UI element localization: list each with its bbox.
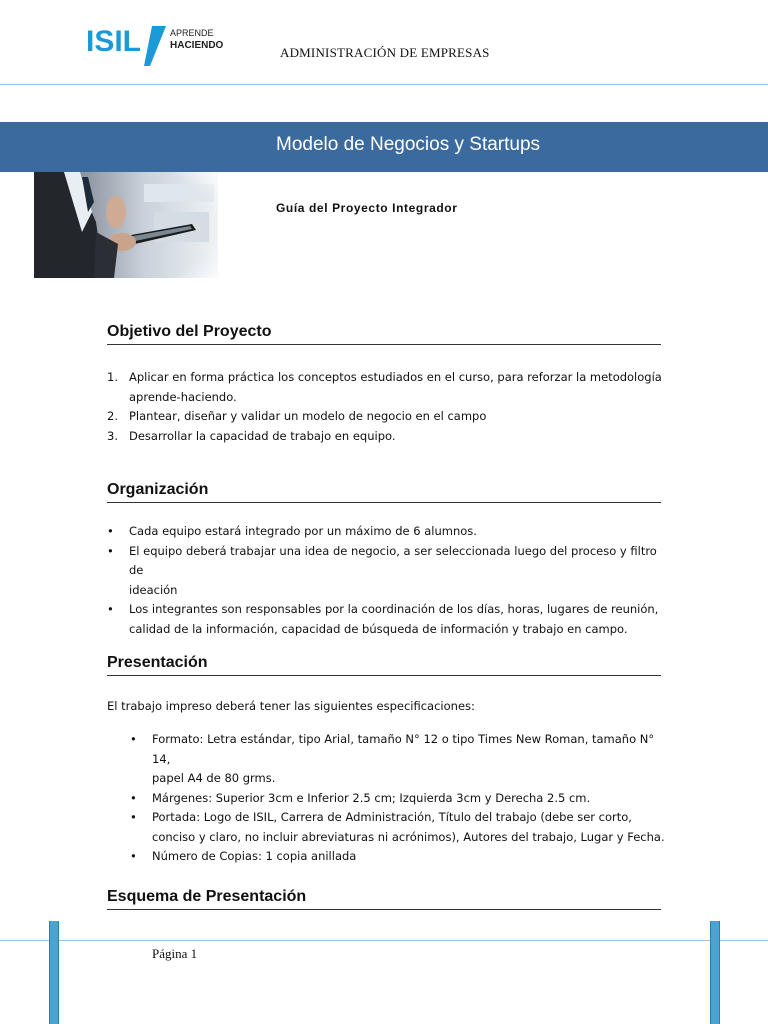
list-item bbox=[107, 600, 667, 639]
bullet-icon: • bbox=[130, 790, 137, 805]
presentacion-list bbox=[130, 730, 670, 867]
list-item bbox=[130, 808, 670, 847]
item-text-line: Márgenes: Superior 3cm e Inferior 2.5 cm; Izquierda 3cm y Derecha 2.5 cm. bbox=[152, 790, 591, 805]
list-item bbox=[130, 847, 670, 867]
item-text-line: ideación bbox=[129, 582, 178, 597]
section-heading-organizacion: Organización bbox=[107, 481, 661, 503]
item-text-line: Número de Copias: 1 copia anillada bbox=[152, 849, 357, 863]
bullet-icon: • bbox=[130, 810, 137, 824]
item-text-line: Formato: Letra estándar, tipo Arial, tamaño N° 12 o tipo Times New Roman, tamaño N° 14, bbox=[152, 732, 655, 766]
bullet-icon: • bbox=[130, 849, 137, 863]
list-item bbox=[107, 522, 667, 542]
footer-divider bbox=[0, 940, 768, 941]
section-heading-esquema: Esquema de Presentación bbox=[107, 888, 661, 910]
item-text-line: Plantear, diseñar y validar un modelo de negocio en el campo bbox=[129, 409, 487, 423]
objetivo-list bbox=[107, 368, 667, 446]
bullet-icon: • bbox=[130, 732, 137, 746]
list-item bbox=[107, 368, 667, 407]
item-text-line: Portada: Logo de ISIL, Carrera de Administración, Título del trabajo (debe ser corto, bbox=[152, 810, 632, 824]
item-text-line: El equipo deberá trabajar una idea de negocio, a ser seleccionada luego del proceso y filtro de bbox=[129, 543, 657, 577]
logo-tagline-2: HACIENDO bbox=[170, 40, 224, 51]
isil-logo bbox=[86, 18, 226, 70]
item-text-line: Los integrantes son responsables por la coordinación de los días, horas, lugares de reunión, bbox=[129, 602, 659, 616]
course-title: Modelo de Negocios y Startups bbox=[276, 134, 541, 155]
item-text-line: conciso y claro, no incluir abreviaturas ni acrónimos), Autores del trabajo, Lugar y Fecha. bbox=[152, 829, 665, 844]
page-number: Página 1 bbox=[152, 946, 198, 961]
logo-text: ISIL bbox=[86, 25, 142, 58]
item-text-line: Desarrollar la capacidad de trabajo en equipo. bbox=[129, 428, 396, 443]
list-item bbox=[107, 427, 667, 447]
list-item bbox=[107, 407, 667, 427]
header-divider bbox=[0, 84, 768, 85]
bullet-icon: • bbox=[107, 543, 114, 558]
document-subtitle: Guía del Proyecto Integrador bbox=[276, 201, 458, 215]
bullet-icon: • bbox=[107, 602, 114, 616]
item-text-line: papel A4 de 80 grms. bbox=[152, 771, 276, 785]
section-heading-objetivo: Objetivo del Proyecto bbox=[107, 323, 661, 345]
logo-tagline-1: APRENDE bbox=[170, 28, 214, 38]
header-title: ADMINISTRACIÓN DE EMPRESAS bbox=[280, 45, 490, 60]
item-text-line: Aplicar en forma práctica los conceptos estudiados en el curso, para reforzar la metodología bbox=[129, 370, 662, 384]
footer-bar-right bbox=[710, 921, 720, 1024]
logo-slash-icon bbox=[144, 26, 166, 66]
list-item bbox=[107, 542, 667, 601]
item-number: 3. bbox=[107, 428, 118, 443]
item-text-line: calidad de la información, capacidad de búsqueda de información y trabajo en campo. bbox=[129, 621, 628, 636]
item-text-line: Cada equipo estará integrado por un máximo de 6 alumnos. bbox=[129, 524, 477, 538]
item-number: 2. bbox=[107, 409, 118, 423]
business-tablet-photo bbox=[34, 172, 218, 278]
presentacion-intro: El trabajo impreso deberá tener las siguientes especificaciones: bbox=[107, 699, 475, 713]
footer-bar-left bbox=[49, 921, 59, 1024]
item-number: 1. bbox=[107, 370, 118, 384]
organizacion-list bbox=[107, 522, 667, 639]
bullet-icon: • bbox=[107, 524, 114, 538]
item-text-line: aprende-haciendo. bbox=[129, 389, 237, 404]
list-item bbox=[130, 789, 670, 809]
list-item bbox=[130, 730, 670, 789]
section-heading-presentacion: Presentación bbox=[107, 654, 661, 676]
